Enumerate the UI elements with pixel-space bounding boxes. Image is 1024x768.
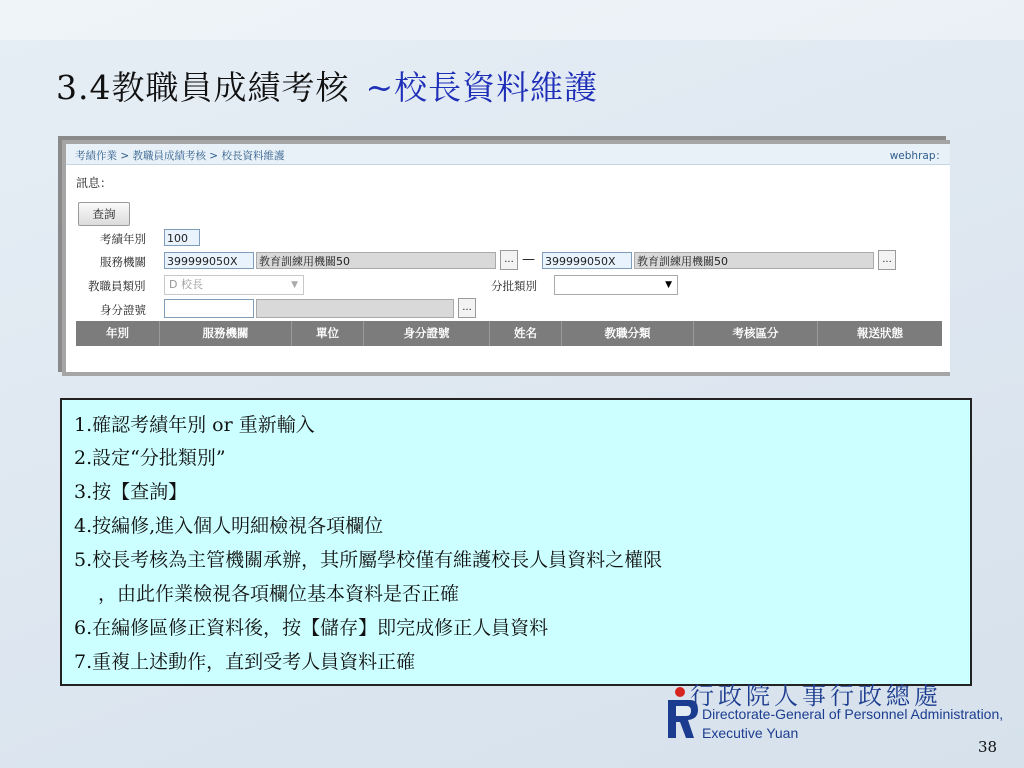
breadcrumb[interactable]: 考績作業 > 教職員成績考核 > 校長資料維護 bbox=[75, 150, 285, 162]
message-label: 訊息： bbox=[76, 176, 113, 190]
col-year[interactable]: 年別 bbox=[76, 321, 160, 346]
note-4: 4.按編修,進入個人明細檢視各項欄位 bbox=[74, 515, 384, 537]
id-lookup-button[interactable]: ... bbox=[458, 298, 476, 318]
org-from-lookup-button[interactable]: ... bbox=[500, 250, 518, 270]
note-1: 1.確認考績年別 or 重新輸入 bbox=[74, 414, 315, 436]
org-to-name-field: 教育訓練用機關50 bbox=[634, 252, 874, 269]
org-to-lookup-button[interactable]: ... bbox=[878, 250, 896, 270]
batch-type-select[interactable] bbox=[554, 275, 678, 295]
range-dash: — bbox=[522, 252, 535, 267]
org-from-name-field: 教育訓練用機關50 bbox=[256, 252, 496, 269]
instructions-box bbox=[60, 398, 972, 686]
org-label: 服務機關 bbox=[100, 255, 146, 269]
result-grid-header bbox=[76, 321, 942, 346]
col-staff-category[interactable]: 教職分類 bbox=[562, 321, 694, 346]
note-7: 7.重複上述動作，直到受考人員資料正確 bbox=[74, 651, 416, 673]
slide-title-main: 3.4教職員成績考核 bbox=[56, 68, 350, 107]
slide-title-sub: ~校長資料維護 bbox=[365, 68, 599, 107]
note-6: 6.在編修區修正資料後，按【儲存】即完成修正人員資料 bbox=[74, 617, 549, 639]
year-input[interactable]: 100 bbox=[164, 229, 200, 246]
query-button[interactable]: 查詢 bbox=[78, 202, 130, 226]
col-unit[interactable]: 單位 bbox=[292, 321, 364, 346]
note-5: 5.校長考核為主管機關承辦，其所屬學校僅有維護校長人員資料之權限 bbox=[74, 549, 663, 571]
batch-type-label: 分批類別 bbox=[491, 279, 537, 293]
note-5-continued: ，由此作業檢視各項欄位基本資料是否正確 bbox=[98, 583, 460, 605]
staff-type-value: D 校長 bbox=[169, 278, 203, 291]
org-to-code-input[interactable]: 399999050X bbox=[542, 252, 632, 269]
staff-type-select[interactable] bbox=[164, 275, 304, 295]
breadcrumb-bar bbox=[66, 144, 950, 165]
col-org[interactable]: 服務機關 bbox=[160, 321, 292, 346]
note-3: 3.按【查詢】 bbox=[74, 481, 188, 503]
app-screenshot-panel bbox=[66, 144, 950, 372]
col-id[interactable]: 身分證號 bbox=[364, 321, 490, 346]
logo-english-line2: Executive Yuan bbox=[702, 725, 799, 741]
col-assessment-type[interactable]: 考核區分 bbox=[694, 321, 818, 346]
id-label: 身分證號 bbox=[100, 303, 146, 317]
slide-title bbox=[56, 62, 598, 109]
col-name[interactable]: 姓名 bbox=[490, 321, 562, 346]
staff-type-label: 教職員類別 bbox=[88, 279, 146, 293]
logo-chinese-name: 行政院人事行政總處 bbox=[690, 682, 942, 710]
chevron-down-icon: ▼ bbox=[291, 280, 298, 290]
user-info: webhrap： bbox=[889, 150, 946, 162]
col-submit-status[interactable]: 報送狀態 bbox=[857, 326, 903, 340]
logo-english-line1: Directorate-General of Personnel Administration, bbox=[702, 706, 1004, 722]
id-input[interactable] bbox=[164, 299, 254, 318]
background-band bbox=[0, 0, 1024, 40]
note-2: 2.設定“分批類別” bbox=[74, 447, 226, 469]
chevron-down-icon: ▼ bbox=[665, 280, 672, 290]
id-name-field bbox=[256, 299, 454, 318]
org-from-code-input[interactable]: 399999050X bbox=[164, 252, 254, 269]
year-label: 考績年別 bbox=[100, 232, 146, 246]
page-number: 38 bbox=[978, 738, 998, 756]
